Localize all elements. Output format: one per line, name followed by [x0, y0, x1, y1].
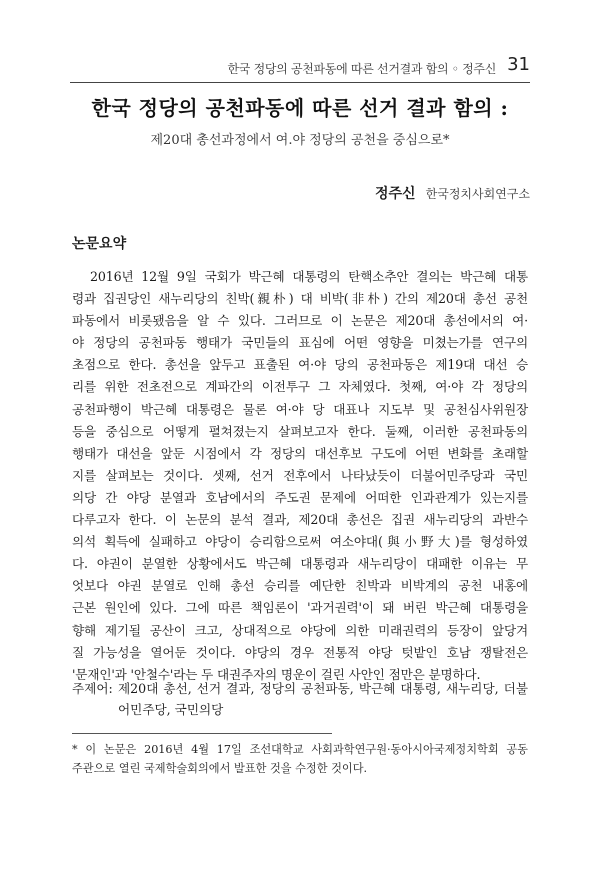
- footnote-line: 주관으로 열린 국제학술회의에서 발표한 것을 수정한 것이다.: [72, 762, 368, 775]
- abstract-line: 지를 살펴보는 것이다. 셋째, 선거 전후에서 나타났듯이 더불어민주당과 국민: [72, 467, 528, 483]
- abstract-line: 근본 원인에 있다. 그에 따른 책임론이 '과거권력'이 돼 버린 박근혜 대통령을: [72, 600, 528, 616]
- abstract-line: '문재인'과 '안철수'라는 두 대권주자의 명운이 걸린 사안인 점만은 분명하다.: [72, 666, 481, 682]
- footnote-line: * 이 논문은 2016년 4월 17일 조선대학교 사회과학연구원·동아시아국제정치학회 공동: [72, 743, 528, 756]
- abstract-line: 초점으로 한다. 총선을 앞두고 표출된 여·야 당의 공천파동은 제19대 대선 승: [72, 357, 528, 373]
- abstract-line: 리를 위한 전초전으로 계파간의 이전투구 그 자체였다. 첫째, 여·야 각 정당의: [72, 379, 528, 395]
- paper-title: 한국 정당의 공천파동에 따른 선거 결과 함의 :: [91, 96, 509, 120]
- page-number: 31: [507, 54, 530, 75]
- keywords-text: [118, 678, 528, 720]
- footnote: [72, 740, 528, 778]
- abstract-line: 2016년 12월 9일 국회가 박근혜 대통령의 탄핵소추안 결의는 박근혜 대통: [90, 269, 528, 284]
- header-rule: [70, 82, 530, 83]
- author-line: [375, 183, 530, 203]
- abstract-line: 파동에서 비롯됐음을 알 수 있다. 그러므로 이 논문은 제20대 총선에서의 여·: [72, 313, 528, 329]
- abstract-line: 질 가능성을 열어둔 것이다. 야당의 경우 전통적 야당 텃밭인 호남 쟁탈전은: [72, 644, 528, 660]
- abstract-line: 엇보다 야권 분열로 인해 총선 승리를 예단한 친박과 비박계의 공천 내홍에: [72, 578, 528, 594]
- running-header-title: 한국 정당의 공천파동에 따른 선거결과 함의 ◦ 정주신: [227, 62, 496, 76]
- running-header: [0, 50, 600, 80]
- author-affiliation: 한국정치사회연구소: [425, 187, 530, 201]
- abstract-line: 다루고자 한다. 이 논문의 분석 결과, 제20대 총선은 집권 새누리당의 과반수: [72, 512, 528, 528]
- abstract-line: 의당 간 야당 분열과 호남에서의 주도권 문제에 어떠한 인과관계가 있는지를: [72, 489, 528, 505]
- abstract-line: 의석 획득에 실패하고 야당이 승리함으로써 여소야대(與小野大)를 형성하였: [72, 534, 528, 550]
- abstract-line: 령과 집권당인 새누리당의 친박(親朴) 대 비박(非朴) 간의 제20대 총선 공천: [72, 291, 528, 307]
- keywords-line: 제20대 총선, 선거 결과, 정당의 공천파동, 박근혜 대통령, 새누리당, 더불: [118, 681, 528, 696]
- abstract-line: 행태가 대선을 앞둔 시점에서 각 정당의 대선후보 구도에 어떤 변화를 초래할: [72, 445, 528, 461]
- abstract-line: 다. 야권이 분열한 상황에서도 박근혜 대통령과 새누리당이 대패한 이유는 무: [72, 556, 528, 572]
- abstract-line: 야 정당의 공천파동 행태가 국민들의 표심에 어떤 영향을 미쳤는가를 연구의: [72, 335, 528, 351]
- keywords-label: 주제어:: [72, 681, 113, 696]
- footnote-rule: [72, 733, 332, 734]
- abstract-body: [72, 266, 528, 686]
- paper-subtitle: 제20대 총선과정에서 여.야 정당의 공천을 중심으로*: [150, 133, 450, 148]
- author-name: 정주신: [374, 186, 416, 202]
- abstract-heading: 논문요약: [72, 236, 127, 252]
- abstract-line: 공천파행이 박근혜 대통령은 물론 여·야 당 대표나 지도부 및 공천심사위원장: [72, 401, 528, 417]
- abstract-line: 향해 제기될 공산이 크고, 상대적으로 야당에 의한 미래권력의 등장이 앞당겨: [72, 622, 528, 638]
- keywords-line: 어민주당, 국민의당: [118, 702, 224, 717]
- abstract-line: 등을 중심으로 어떻게 펼쳐졌는지 살펴보고자 한다. 둘째, 이러한 공천파동의: [72, 423, 528, 439]
